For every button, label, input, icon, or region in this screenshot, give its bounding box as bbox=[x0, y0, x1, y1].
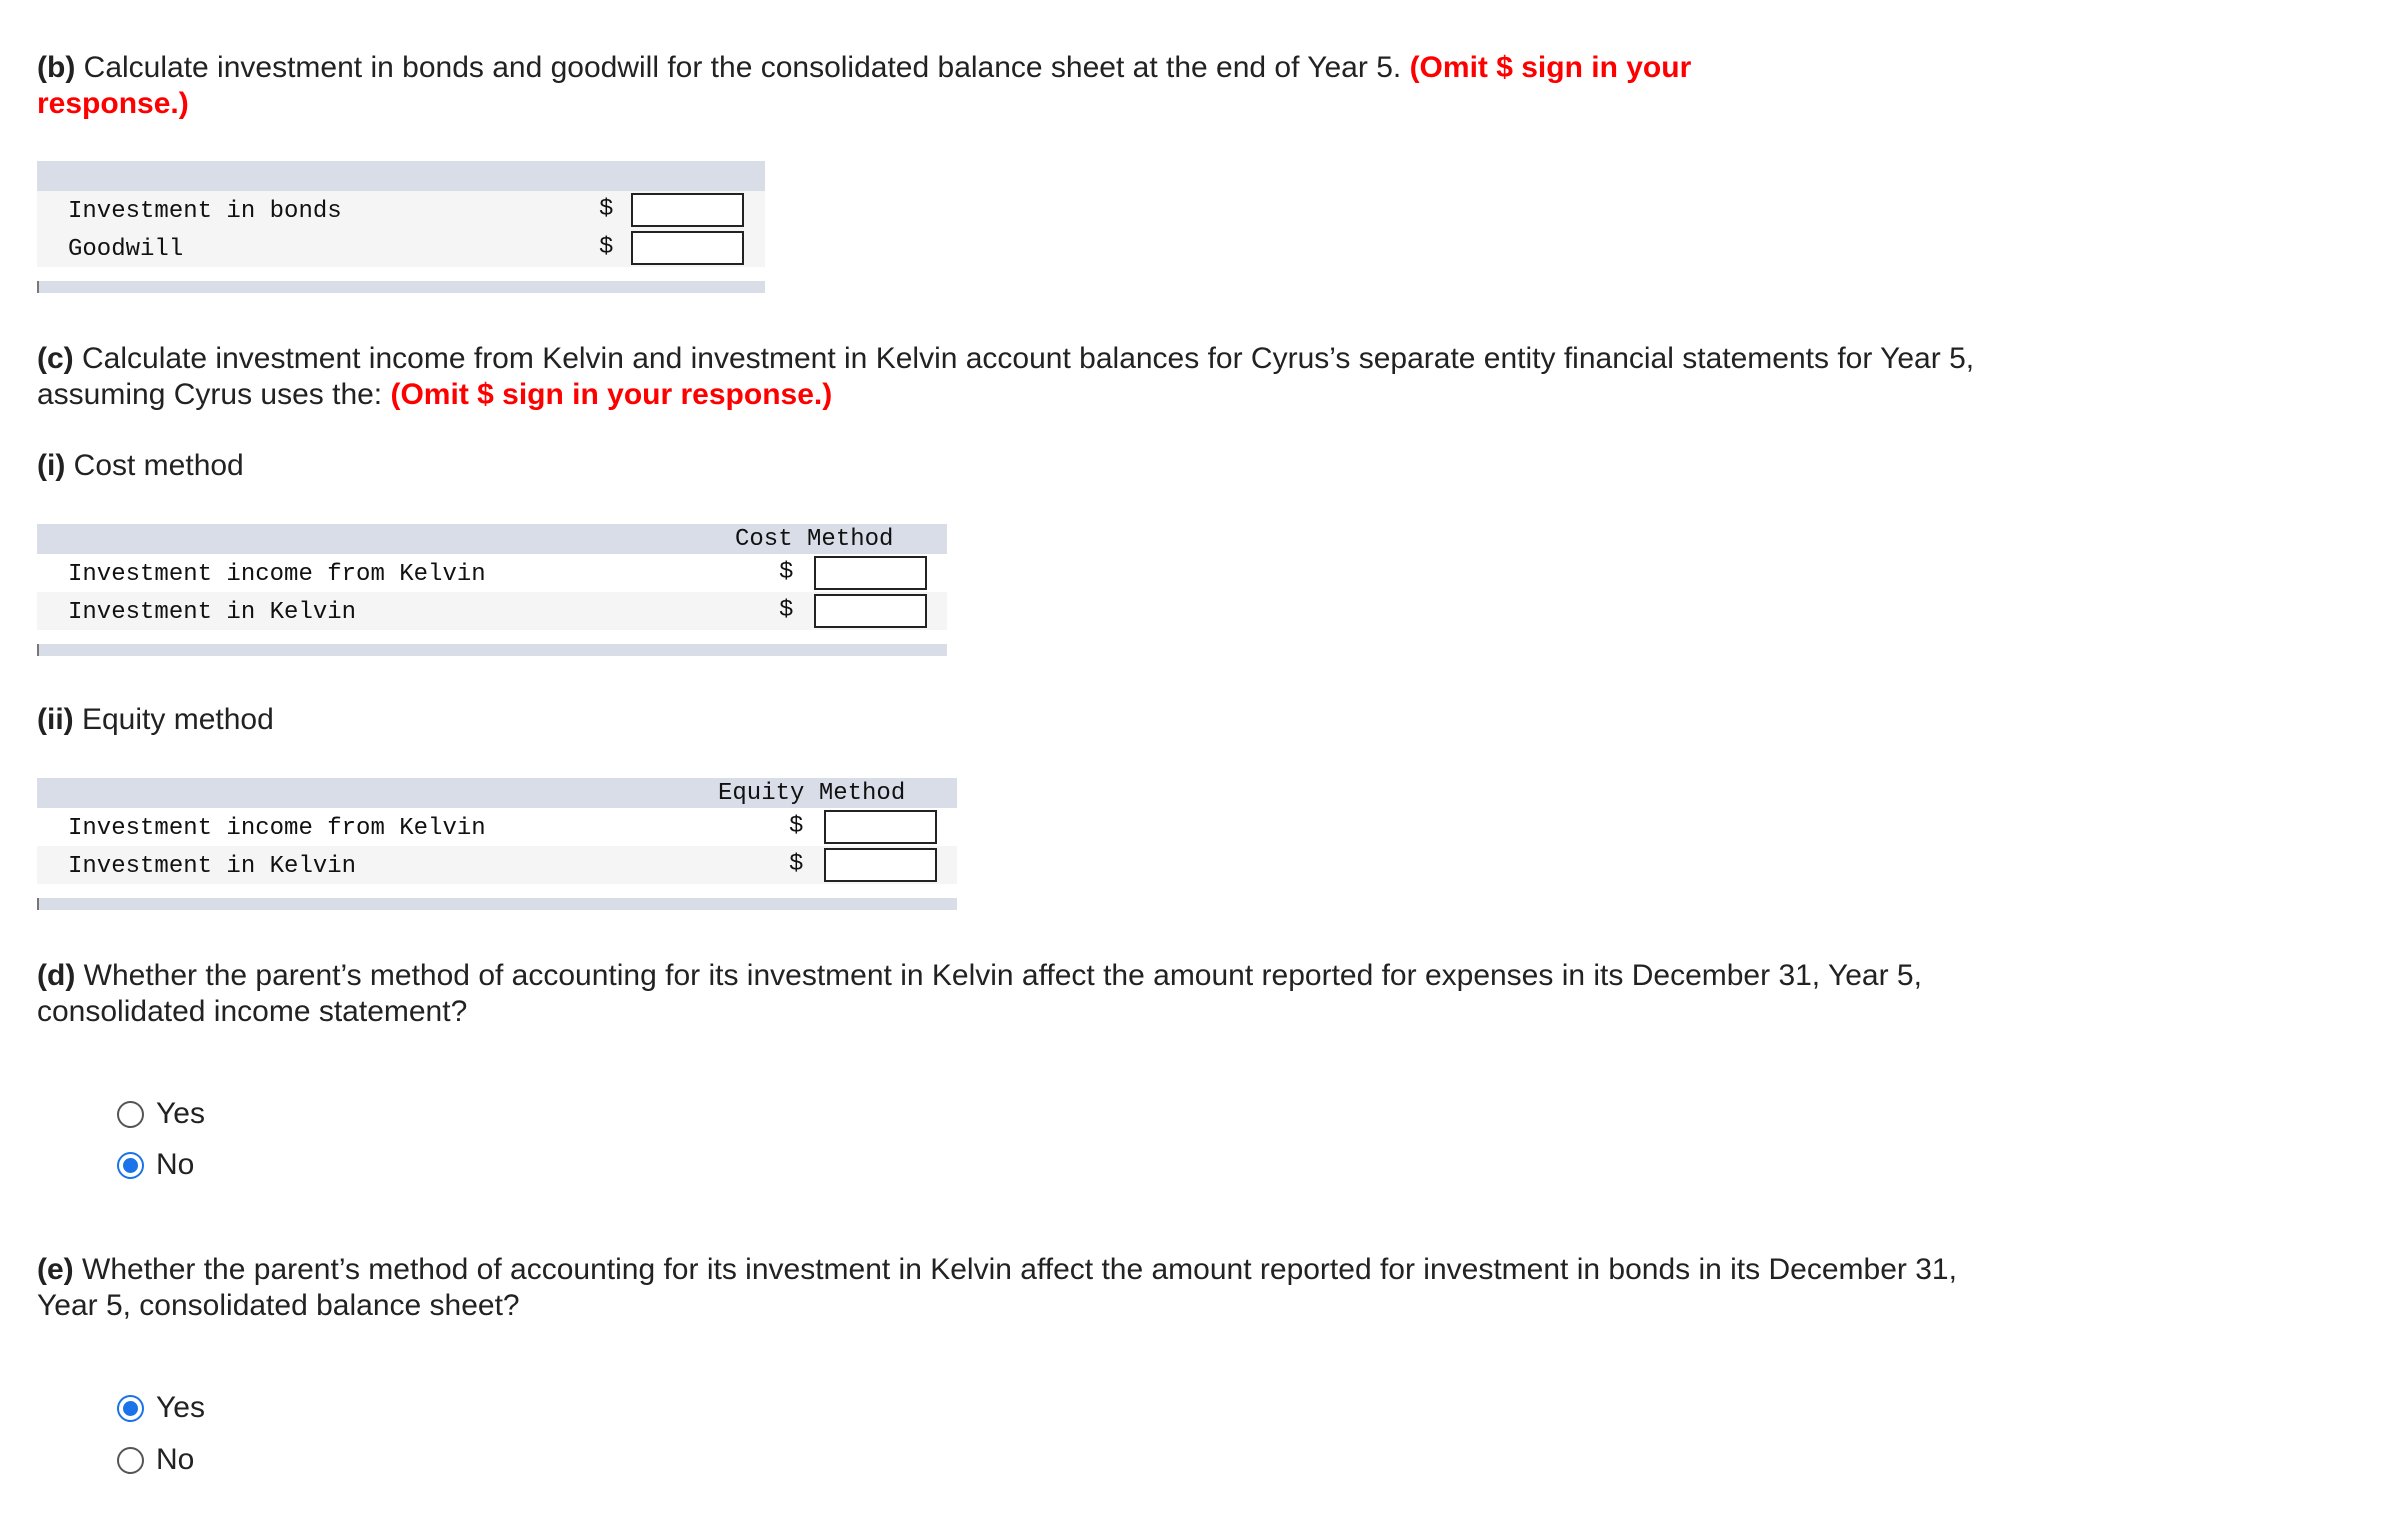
question-b-note: (Omit $ sign in your response.) bbox=[37, 51, 1692, 120]
currency-symbol: $ bbox=[789, 813, 804, 840]
investment-in-bonds-input[interactable] bbox=[631, 193, 744, 227]
cost-method-column-header: Cost Method bbox=[735, 526, 894, 553]
radio-button[interactable] bbox=[117, 1447, 144, 1474]
row-label-investment-in-kelvin: Investment in Kelvin bbox=[68, 853, 357, 880]
radio-label-no: No bbox=[156, 1148, 195, 1181]
radio-label-yes: Yes bbox=[156, 1391, 205, 1424]
equity-method-title: Equity method bbox=[73, 703, 274, 736]
row-label-investment-in-kelvin: Investment in Kelvin bbox=[68, 599, 357, 626]
row-label-goodwill: Goodwill bbox=[68, 236, 184, 263]
cost-method-heading bbox=[37, 448, 244, 484]
table-equity-header bbox=[37, 778, 957, 808]
question-b-text: Calculate investment in bonds and goodwill for the consolidated balance sheet at the end of Year 5. bbox=[75, 51, 1410, 84]
equity-investment-in-kelvin-input[interactable] bbox=[824, 848, 937, 882]
table-row bbox=[37, 191, 765, 229]
equity-method-heading bbox=[37, 702, 274, 738]
table-row bbox=[37, 554, 947, 592]
table-row bbox=[37, 846, 957, 884]
row-label-investment-income-from-kelvin: Investment income from Kelvin bbox=[68, 561, 486, 588]
question-d-text: Whether the parent’s method of accounting for its investment in Kelvin affect the amount reported for expenses in its December 31, Year 5, consolidated income statement? bbox=[37, 959, 1922, 1028]
currency-symbol: $ bbox=[789, 851, 804, 878]
currency-symbol: $ bbox=[599, 234, 614, 261]
question-e bbox=[37, 1252, 1977, 1324]
table-b-footer bbox=[37, 281, 765, 293]
question-c-text: Calculate investment income from Kelvin and investment in Kelvin account balances for Cyrus’s separate entity financial statements for Year 5, assuming Cyrus uses the: bbox=[37, 342, 1975, 411]
question-b-tag: (b) bbox=[37, 51, 76, 84]
table-equity-footer bbox=[37, 898, 957, 910]
question-b bbox=[37, 50, 1837, 122]
equity-investment-income-input[interactable] bbox=[824, 810, 937, 844]
goodwill-input[interactable] bbox=[631, 231, 744, 265]
cost-method-tag: (i) bbox=[37, 449, 66, 482]
table-row bbox=[37, 808, 957, 846]
cost-investment-in-kelvin-input[interactable] bbox=[814, 594, 927, 628]
radio-button[interactable] bbox=[117, 1152, 144, 1179]
radio-option-d-no[interactable] bbox=[117, 1147, 194, 1183]
row-label-investment-in-bonds: Investment in bonds bbox=[68, 198, 342, 225]
radio-button[interactable] bbox=[117, 1395, 144, 1422]
equity-method-tag: (ii) bbox=[37, 703, 74, 736]
table-equity-method bbox=[37, 778, 957, 912]
question-d bbox=[37, 958, 1977, 1030]
row-label-investment-income-from-kelvin: Investment income from Kelvin bbox=[68, 815, 486, 842]
radio-option-d-yes[interactable] bbox=[117, 1096, 205, 1132]
question-e-tag: (e) bbox=[37, 1253, 74, 1286]
radio-option-e-no[interactable] bbox=[117, 1442, 194, 1478]
table-row bbox=[37, 229, 765, 267]
cost-investment-income-input[interactable] bbox=[814, 556, 927, 590]
table-cost-footer bbox=[37, 644, 947, 656]
question-e-text: Whether the parent’s method of accounting for its investment in Kelvin affect the amount reported for investment in bonds in its December 31, Year 5, consolidated balance sheet? bbox=[37, 1253, 1957, 1322]
table-cost-method bbox=[37, 524, 947, 658]
table-row bbox=[37, 592, 947, 630]
table-b-header bbox=[37, 161, 765, 191]
currency-symbol: $ bbox=[779, 597, 794, 624]
question-c-note: (Omit $ sign in your response.) bbox=[390, 378, 833, 411]
radio-option-e-yes[interactable] bbox=[117, 1390, 205, 1426]
question-c bbox=[37, 341, 1977, 413]
currency-symbol: $ bbox=[599, 196, 614, 223]
radio-label-yes: Yes bbox=[156, 1097, 205, 1130]
cost-method-title: Cost method bbox=[65, 449, 244, 482]
question-d-tag: (d) bbox=[37, 959, 76, 992]
table-cost-header bbox=[37, 524, 947, 554]
question-c-tag: (c) bbox=[37, 342, 74, 375]
equity-method-column-header: Equity Method bbox=[718, 780, 906, 807]
radio-label-no: No bbox=[156, 1443, 195, 1476]
table-b bbox=[37, 161, 765, 295]
currency-symbol: $ bbox=[779, 559, 794, 586]
radio-button[interactable] bbox=[117, 1101, 144, 1128]
